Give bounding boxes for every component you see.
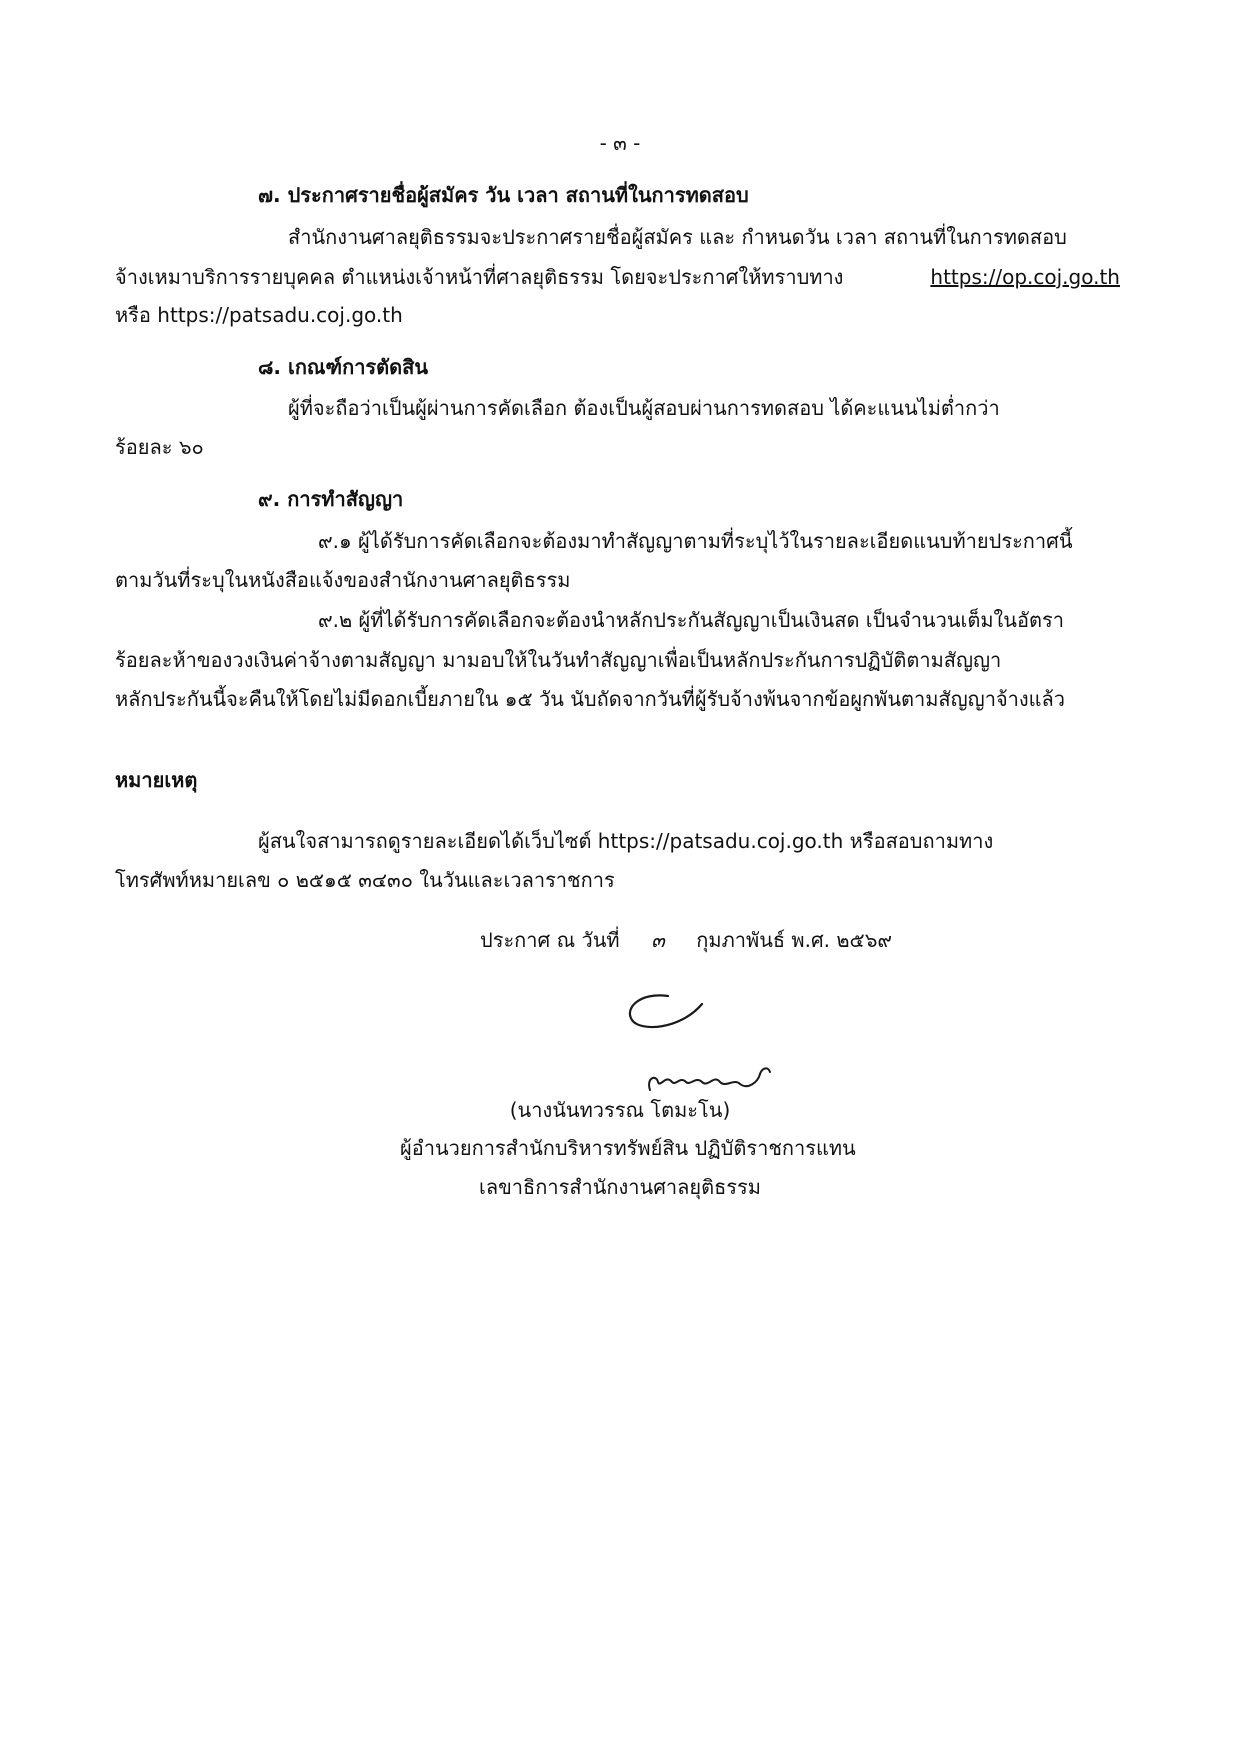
section-9-item-1-line-1: ๙.๑ ผู้ได้รับการคัดเลือกจะต้องมาทำสัญญาตามที่ระบุไว้ในรายละเอียดแนบท้ายประกาศนี้ (318, 529, 1073, 553)
remark-line-1: ผู้สนใจสามารถดูรายละเอียดได้เว็บไซต์ https://patsadu.coj.go.th หรือสอบถามทาง (258, 829, 994, 853)
section-7-heading: ๗. ประกาศรายชื่อผู้สมัคร วัน เวลา สถานที่ในการทดสอบ (258, 183, 749, 207)
section-8-line-2: ร้อยละ ๖๐ (115, 435, 204, 459)
remark-line-2: โทรศัพท์หมายเลข ๐ ๒๕๑๕ ๓๔๓๐ ในวันและเวลาราชการ (115, 868, 615, 892)
section-7-line-2: จ้างเหมาบริการรายบุคคล ตำแหน่งเจ้าหน้าที่ศาลยุติธรรม โดยจะประกาศให้ทราบทาง (115, 265, 844, 289)
remark-heading: หมายเหตุ (115, 768, 198, 792)
section-8-heading: ๘. เกณฑ์การตัดสิน (258, 355, 429, 379)
page-number: - ๓ - (599, 131, 641, 155)
section-7-line-3: หรือ https://patsadu.coj.go.th (115, 303, 403, 327)
announcement-day: ๓ (651, 928, 665, 952)
section-9-item-2-line-1: ๙.๒ ผู้ที่ได้รับการคัดเลือกจะต้องนำหลักประกันสัญญาเป็นเงินสด เป็นจำนวนเต็มในอัตรา (318, 608, 1064, 632)
section-8-line-1: ผู้ที่จะถือว่าเป็นผู้ผ่านการคัดเลือก ต้องเป็นผู้สอบผ่านการทดสอบ ได้คะแนนไม่ต่ำกว่า (288, 396, 1000, 420)
signatory-position-2: เลขาธิการสำนักงานศาลยุติธรรม (479, 1175, 761, 1199)
op-coj-link[interactable]: https://op.coj.go.th (930, 265, 1120, 289)
announcement-prefix: ประกาศ ณ วันที่ (480, 928, 620, 952)
signatory-name: (นางนันทวรรณ โตมะโน) (509, 1098, 731, 1122)
handwritten-signature (610, 978, 830, 1098)
section-7-line-1: สำนักงานศาลยุติธรรมจะประกาศรายชื่อผู้สมัคร และ กำหนดวัน เวลา สถานที่ในการทดสอบ (288, 225, 1067, 249)
section-7-paragraph-line (288, 222, 1120, 252)
section-9-heading: ๙. การทำสัญญา (258, 487, 404, 511)
section-9-item-1-line-2: ตามวันที่ระบุในหนังสือแจ้งของสำนักงานศาลยุติธรรม (115, 568, 571, 592)
announcement-month-year: กุมภาพันธ์ พ.ศ. ๒๕๖๙ (696, 928, 893, 952)
announcement-date (480, 925, 892, 955)
section-9-item-2-line-3: หลักประกันนี้จะคืนให้โดยไม่มีดอกเบี้ยภายใน ๑๕ วัน นับถัดจากวันที่ผู้รับจ้างพ้นจากข้อผูกพันตามสัญญาจ้างแล้ว (115, 687, 1066, 711)
signatory-position-1: ผู้อำนวยการสำนักบริหารทรัพย์สิน ปฏิบัติราชการแทน (400, 1136, 856, 1160)
section-9-item-2-line-2: ร้อยละห้าของวงเงินค่าจ้างตามสัญญา มามอบให้ในวันทำสัญญาเพื่อเป็นหลักประกันการปฏิบัติตามสัญญา (115, 648, 1002, 672)
section-7-paragraph-line (115, 262, 1120, 292)
